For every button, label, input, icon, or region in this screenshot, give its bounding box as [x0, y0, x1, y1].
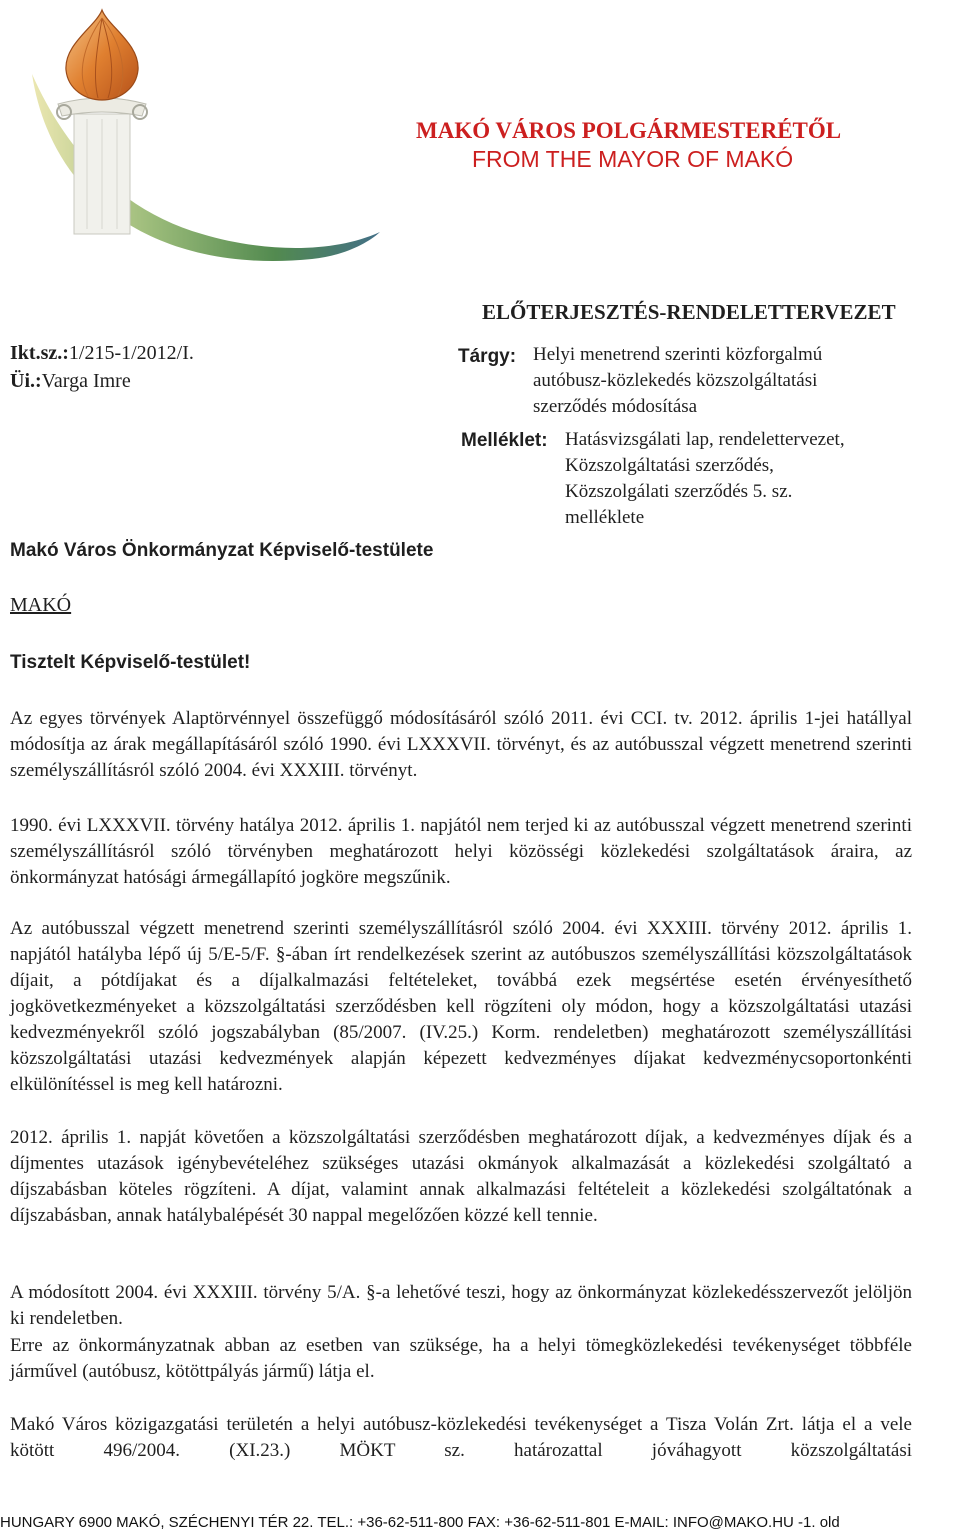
- body-paragraph: Az autóbusszal végzett menetrend szerinti személyszállításról szóló 2004. évi XXXIII. törvény 2012. április 1. napjától hatályba lépő új 5/E-5/F. §-ában írt rendelkezések szerint az autóbuszos személyszállítási közszolgáltatások díjait, a pótdíjakat és a díjalkalmazási feltételeket, továbbá ezek megsértése esetén érvényesíthető jogkövetkezményeket a közszolgáltatási szerződésben kell rögzíteni oly módon, hogy a közszolgáltatási utazási kedvezményekről szóló jogszabályban (85/2007. (IV.25.) Korm. rendeletben) meghatározott személyszállítási közszolgáltatási utazási kedvezmények alapján képezett kedvezményes díjakat kedvezménycsoportonkénti elkülönítéssel is meg kell határozni.: [10, 918, 912, 1095]
- attachment-line: Közszolgálati szerződés 5. sz.: [565, 481, 793, 502]
- body-paragraph: A módosított 2004. évi XXXIII. törvény 5/A. §-a lehetővé teszi, hogy az önkormányzat közlekedésszervezőt jelöljön ki rendeletben.: [10, 1282, 912, 1329]
- subject-line: Helyi menetrend szerinti közforgalmú: [533, 344, 823, 365]
- attachment-line: Közszolgáltatási szerződés,: [565, 455, 774, 476]
- body-paragraph: Erre az önkormányzatnak abban az esetben van szüksége, ha a helyi tömegközlekedési tevékenységet többféle járművel (autóbusz, kötöttpályás jármű) látja el.: [10, 1335, 912, 1382]
- subject-label: Tárgy:: [458, 346, 517, 367]
- case-officer: [10, 370, 131, 393]
- registry-value: 1/215-1/2012/I.: [68, 342, 194, 364]
- case-officer-label: Üi.:: [10, 370, 42, 392]
- page-title: MAKÓ VÁROS POLGÁRMESTERÉTŐL: [416, 118, 842, 143]
- body-paragraph: Makó Város közigazgatási területén a helyi autóbusz-közlekedési tevékenységet a Tisza Volán Zrt. látja el a vele kötött 496/2004. (XI.23.) MÖKT sz. határozattal jóváhagyott közszolgáltatási: [10, 1414, 912, 1461]
- registry-label: Ikt.sz.:: [10, 342, 69, 364]
- attachment-line: Hatásvizsgálati lap, rendelettervezet,: [565, 429, 845, 450]
- page-subtitle: FROM THE MAYOR OF MAKÓ: [472, 146, 794, 172]
- footer-contact: HUNGARY 6900 MAKÓ, SZÉCHENYI TÉR 22. TEL.: +36-62-511-800 FAX: +36-62-511-801 E-MAIL: INFO@MAKO.HU -1. old: [0, 1514, 840, 1531]
- body-paragraph: 1990. évi LXXXVII. törvény hatálya 2012. április 1. napjától nem terjed ki az autóbusszal végzett menetrend szerinti személyszállításról szóló törvényben meghatározott helyi közösségi közlekedési szolgáltatások áraira, az önkormányzat hatósági ármegállapító jogköre megszűnik.: [10, 815, 912, 888]
- subject-line: autóbusz-közlekedés közszolgáltatási: [533, 370, 818, 391]
- attachment-label: Melléklet:: [461, 430, 548, 451]
- salutation: Tisztelt Képviselő-testület!: [10, 652, 251, 673]
- case-officer-value: Varga Imre: [41, 370, 131, 392]
- body-paragraph: 2012. április 1. napját követően a közszolgáltatási szerződésben meghatározott díjak, a kedvezményes díjak és a díjmentes utazások igénybevételéhez szükséges utazási okmányok alkalmazását a közlekedési szolgáltató a díjszabásban köteles rögzíteni. A díjat, valamint annak alkalmazási feltételeit a közlekedési szolgáltatónak a díjszabásban, annak hatálybalépését 30 nappal megelőzően közzé kell tennie.: [10, 1127, 912, 1226]
- subject-line: szerződés módosítása: [533, 396, 698, 417]
- body-paragraph: Az egyes törvények Alaptörvénnyel összefüggő módosításáról szóló 2011. évi CCI. tv. 2012. április 1-jei hatállyal módosítja az árak megállapításáról szóló 1990. évi LXXXVII. törvényt, és az autóbusszal végzett menetrend szerinti személyszállításról szóló 2004. évi XXXIII. törvényt.: [10, 708, 912, 781]
- addressee-body: Makó Város Önkormányzat Képviselő-testülete: [10, 540, 434, 561]
- attachment-line: melléklete: [565, 507, 645, 528]
- registry-number: [10, 342, 194, 365]
- addressee-city: MAKÓ: [10, 594, 72, 616]
- city-logo-onion-column: [12, 4, 384, 294]
- document-type: ELŐTERJESZTÉS-RENDELETTERVEZET: [482, 300, 896, 324]
